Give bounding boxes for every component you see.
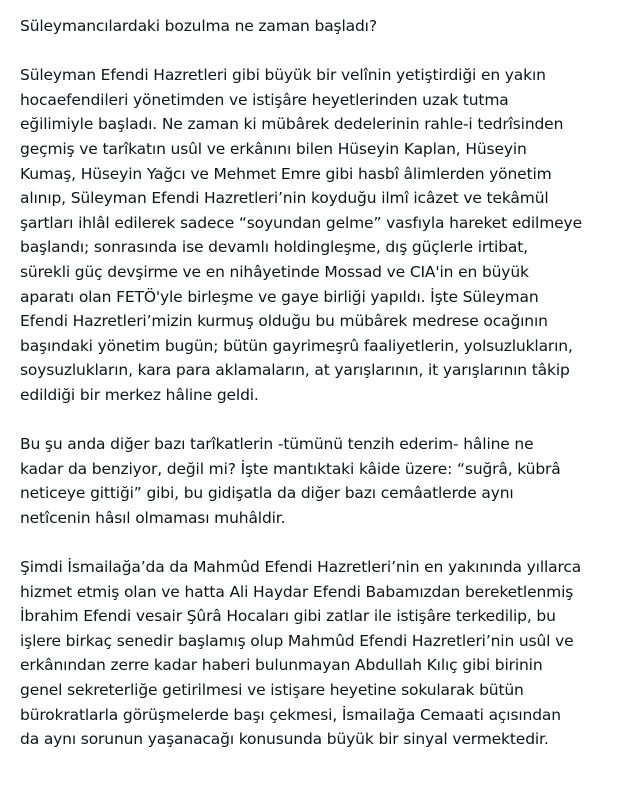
text-line: alınıp, Süleyman Efendi Hazretleri’nin koyduğu ilmî icâzet ve tekâmül bbox=[20, 189, 549, 208]
text-line: bürokratlarla görüşmelerde başı çekmesi, İsmailağa Cemaati açısından bbox=[20, 705, 561, 724]
text-line: da aynı sorunun yaşanacağı konusunda büyük bir sinyal vermektedir. bbox=[20, 730, 549, 749]
text-line: hizmet etmiş olan ve hatta Ali Haydar Efendi Babamızdan bereketlenmiş bbox=[20, 582, 574, 601]
text-line: Süleyman Efendi Hazretleri gibi büyük bir velînin yetiştirdiği en yakın bbox=[20, 66, 546, 85]
question-line bbox=[20, 14, 630, 39]
text-line: başlandı; sonrasında ise devamlı holdingleşme, dış güçlerle irtibat, bbox=[20, 238, 528, 257]
text-line: Efendi Hazretleri’mizin kurmuş olduğu bu mübârek medrese ocağının bbox=[20, 312, 548, 331]
text-line: erkânından zerre kadar haberi bulunmayan Abdullah Kılıç gibi birinin bbox=[20, 656, 543, 675]
text-line: edildiği bir merkez hâline geldi. bbox=[20, 385, 259, 404]
text-line: eğilimiyle başladı. Ne zaman ki mübârek dedelerinin rahle-i tedrîsinden bbox=[20, 115, 564, 134]
text-line: Şimdi İsmailağa’da da Mahmûd Efendi Hazretleri’nin en yakınında yıllarca bbox=[20, 558, 582, 577]
text-line: geçmiş ve tarîkatın usûl ve erkânını bilen Hüseyin Kaplan, Hüseyin bbox=[20, 139, 527, 158]
text-line: işlere birkaç senedir başlamış olup Mahmûd Efendi Hazretleri’nin usûl ve bbox=[20, 631, 574, 650]
article-body bbox=[20, 14, 630, 776]
text-line: Bu şu anda diğer bazı tarîkatlerin -tümünü tenzih ederim- hâline ne bbox=[20, 435, 534, 454]
text-line: netîcenin hâsıl olmaması muhâldir. bbox=[20, 508, 286, 527]
text-line: aparatı olan FETÖ'yle birleşme ve gaye birliği yapıldı. İşte Süleyman bbox=[20, 287, 539, 306]
paragraph-2 bbox=[20, 432, 630, 530]
text-line: hocaefendileri yönetimden ve istişâre heyetlerinden uzak tutma bbox=[20, 90, 509, 109]
text-line: genel sekreterliğe getirilmesi ve istişare heyetine sokularak bütün bbox=[20, 681, 524, 700]
text-line: neticeye gittiği” gibi, bu gidişatla da diğer bazı cemâatlerde aynı bbox=[20, 484, 514, 503]
text-line: başındaki yönetim bugün; bütün gayrimeşrû faaliyetlerin, yolsuzlukların, bbox=[20, 336, 573, 355]
text-line: kadar da benziyor, değil mi? İşte mantıktaki kâide üzere: “suğrâ, kübrâ bbox=[20, 459, 561, 478]
text-line: şartları ihlâl edilerek sadece “soyundan gelme” vasfıyla hareket edilmeye bbox=[20, 213, 582, 232]
paragraph-3 bbox=[20, 555, 630, 752]
text-line: İbrahim Efendi vesair Şûrâ Hocaları gibi zatlar ile istişâre terkedilip, bu bbox=[20, 607, 556, 626]
paragraph-1 bbox=[20, 63, 630, 407]
text-line: soysuzlukların, kara para aklamaların, at yarışlarının, it yarışlarının tâkip bbox=[20, 361, 570, 380]
text-line: sürekli güç devşirme ve en nihâyetinde Mossad ve CIA'in en büyük bbox=[20, 262, 529, 281]
text-line: Kumaş, Hüseyin Yağcı ve Mehmet Emre gibi hasbî âlimlerden yönetim bbox=[20, 164, 552, 183]
text-line: Süleymancılardaki bozulma ne zaman başladı? bbox=[20, 17, 377, 35]
